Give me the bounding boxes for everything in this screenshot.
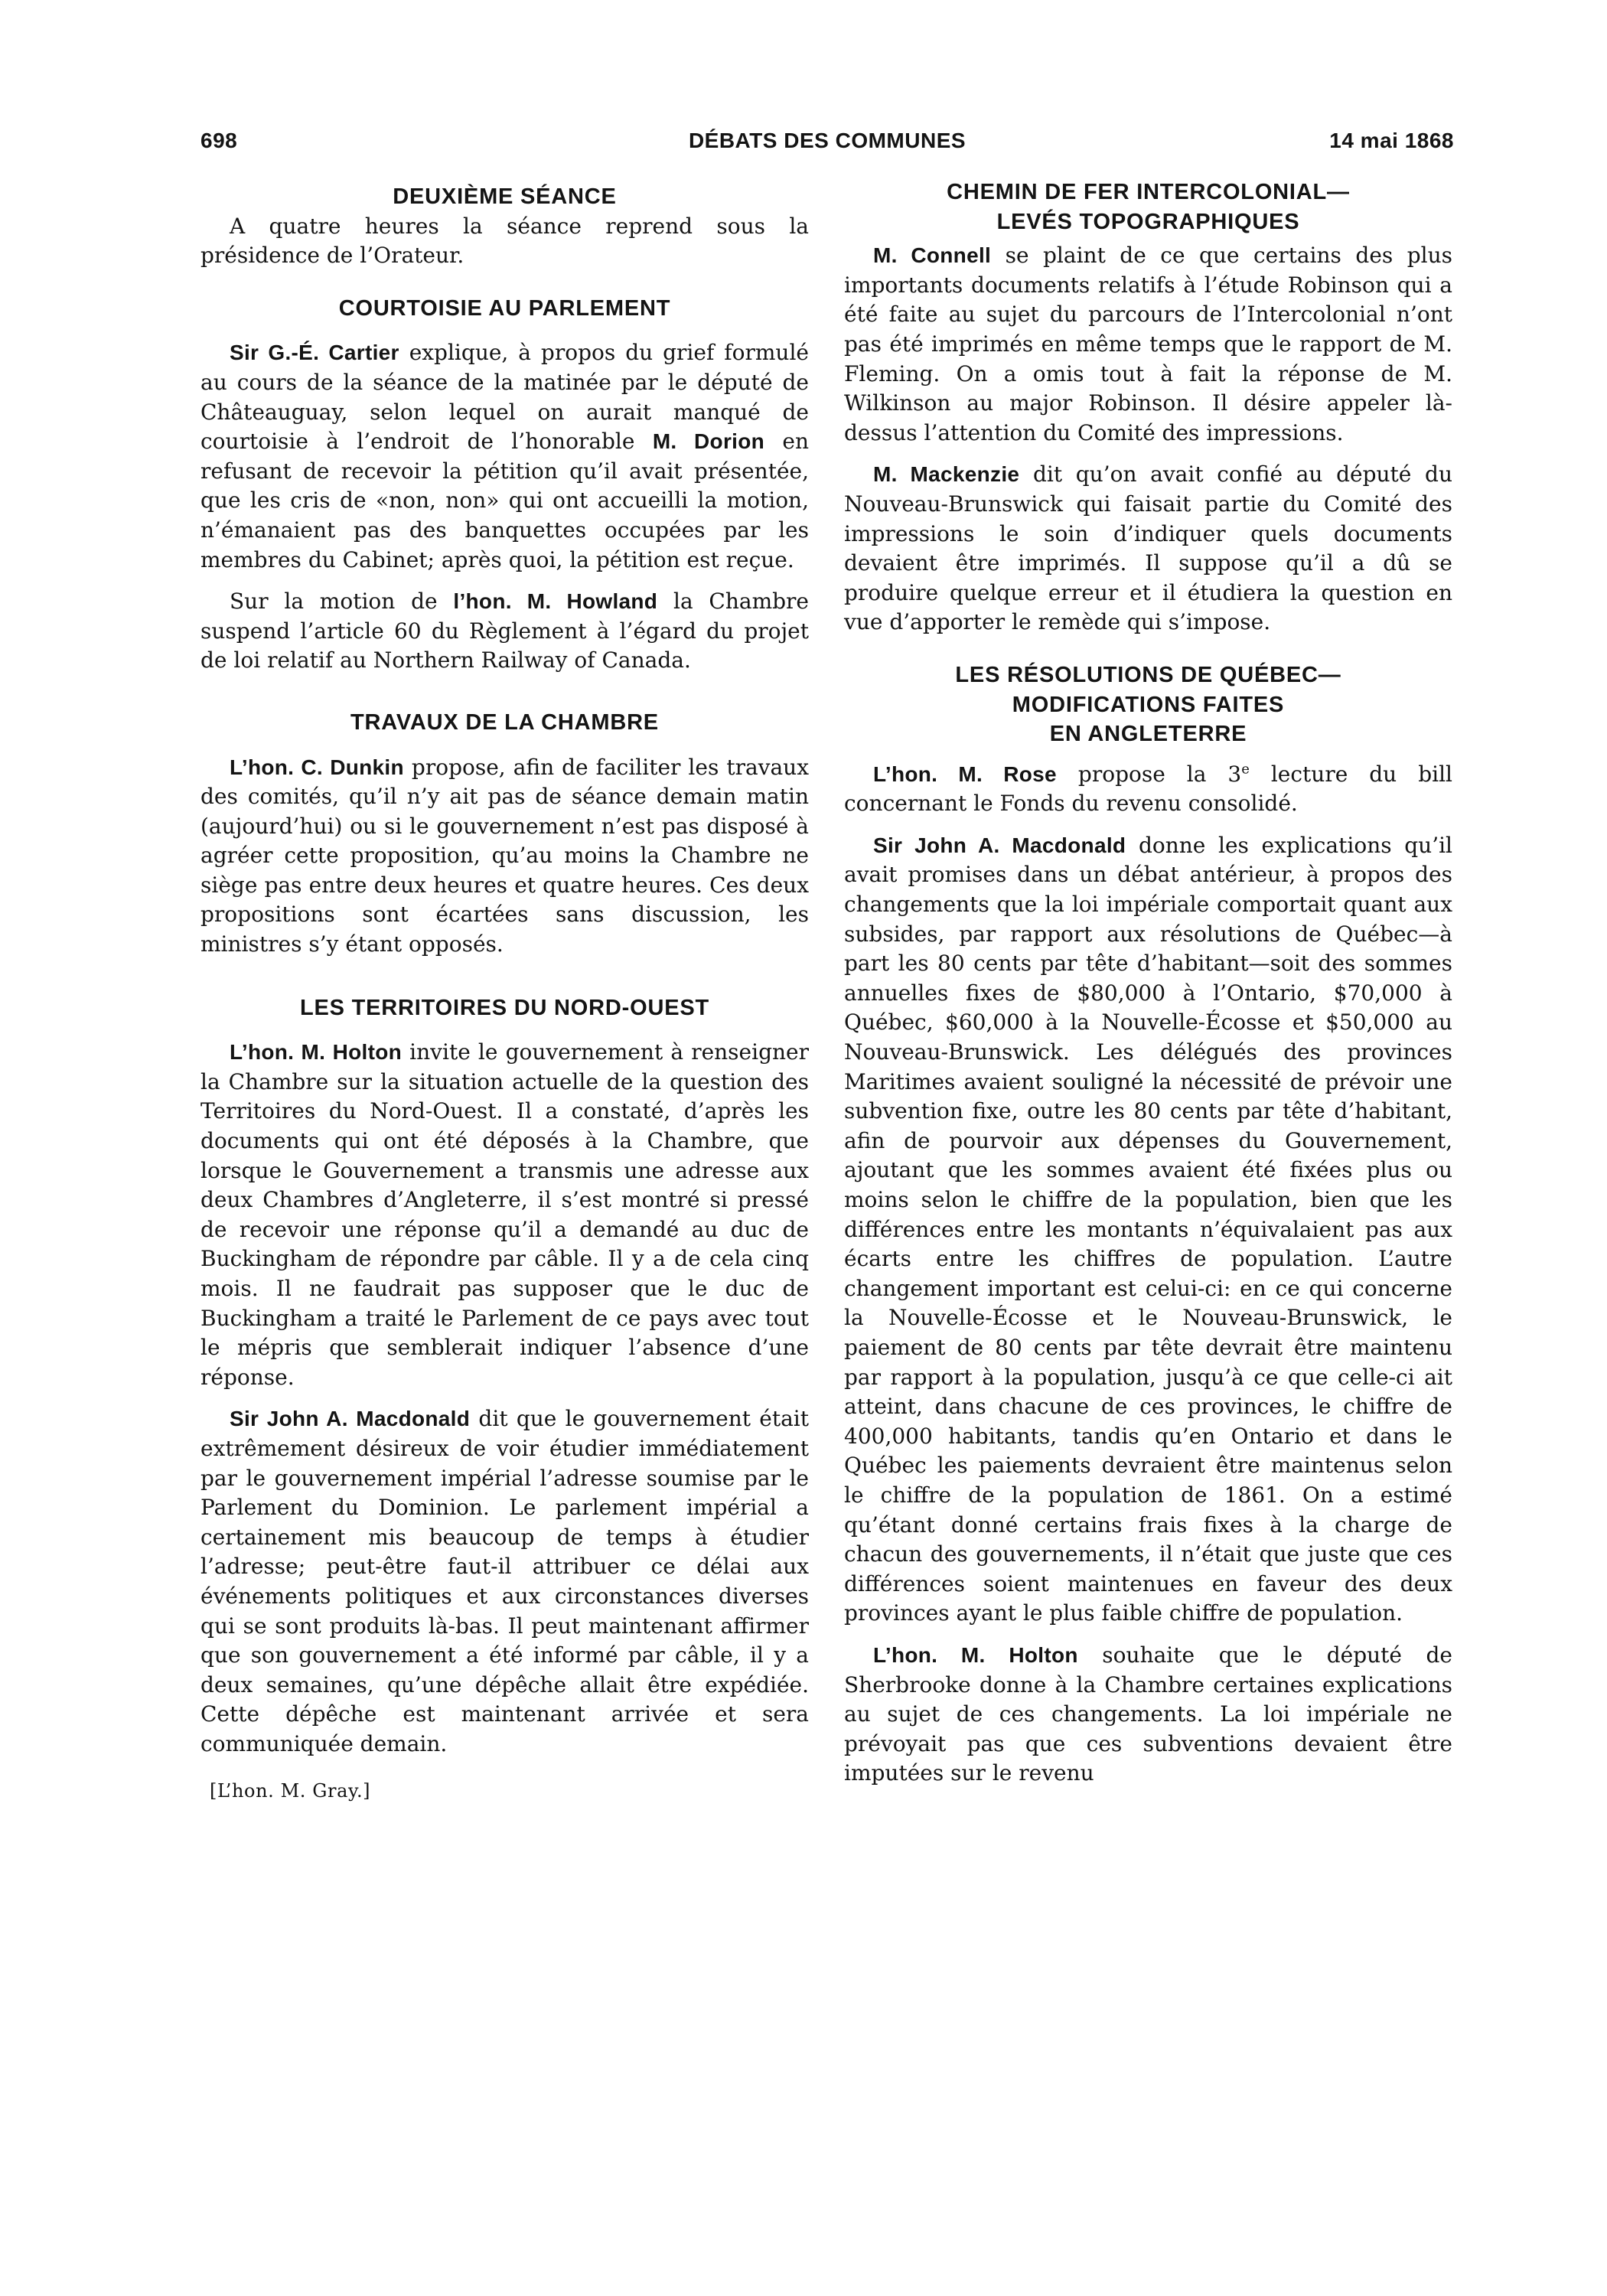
paragraph-text: propose, afin de faciliter les travaux des comités, qu’il n’y ait pas de séance demain matin (aujourd’hui) ou si le gouvernement n’est pas disposé à agréer cette proposition, qu’au moins la Chambre ne siège pas entre deux heures et quatre heures. Ces deux propositions sont écartées sans discussion, les ministres s’y étant opposés. xyxy=(200,754,809,957)
paragraph-howland xyxy=(200,587,809,676)
paragraph-text: souhaite que le député de Sherbrooke donne à la Chambre certaines explications au sujet de ces changements. La loi impériale ne prévoyait pas que ces subventions devaient être imputées sur le revenu xyxy=(844,1642,1452,1786)
heading-courtoisie: COURTOISIE AU PARLEMENT xyxy=(338,295,671,321)
speaker-name: Sir John A. Macdonald xyxy=(230,1407,471,1431)
speaker-name: M. Connell xyxy=(873,243,992,268)
journal-title: DÉBATS DES COMMUNES xyxy=(688,129,966,152)
paragraph-text: donne les explications qu’il avait promises dans un débat antérieur, à propos des changements que la loi impériale comportait quant aux subsides, par rapport aux résolutions de Québec—à part les 80 cents par tête d’habitant—soit des sommes annuelles fixes de $80,000 à l’Ontario, $70,000 à Québec, $60,000 à la Nouvelle-Écosse et $50,000 au Nouveau-Brunswick. Les délégués des provinces Maritimes avaient souligné la nécessité de prévoir une subvention fixe, outre les 80 cents par tête d’habitant, afin de pourvoir aux dépenses du Gouvernement, ajoutant que les sommes avaient été fixées plus ou moins selon le chiffre de la population, bien que les différences entre les montants n’équivalaient pas aux écarts entre les chiffres de population. L’autre changement important est celui-ci: en ce qui concerne la Nouvelle-Écosse et le Nouveau-Brunswick, le paiement de 80 cents par tête devrait être maintenu par rapport à la population, jusqu’à ce que celle-ci ait atteint, dans chacune de ces provinces, le chiffre de 400,000 habitants, tandis qu’en Ontario et dans le Québec les paiements devraient être maintenus selon le chiffre de la population de 1861. On a estimé qu’étant donné certains frais fixes à la charge de chacun des gouvernements, il n’était que juste que ces différences soient maintenues en faveur des deux provinces ayant le plus faible chiffre de population. xyxy=(844,832,1453,1626)
paragraph-text: en refusant de recevoir la pétition qu’il avait présentée, que les cris de «non, non» qui ont accueilli la motion, n’émanaient pas des banquettes occupées par les membres du Cabinet; après quoi, la pétition est reçue. xyxy=(200,429,809,572)
paragraph-text: lecture du bill concernant le Fonds du revenu consolidé. xyxy=(844,761,1452,817)
paragraph-text: la Chambre suspend l’article 60 du Règlement à l’égard du projet de loi relatif au Northern Railway of Canada. xyxy=(200,589,810,673)
paragraph-text: invite le gouvernement à renseigner la Chambre sur la situation actuelle de la question des Territoires du Nord-Ouest. Il a constaté, d’après les documents qui ont été déposés à la Chambre, que lorsque le Gouvernement a transmis une adresse aux deux Chambres d’Angleterre, il s’est montré si pressé de recevoir une réponse qu’il a demandé au duc de Buckingham de répondre par câble. Il y a de cela cinq mois. Il ne faudrait pas supposer que le duc de Buckingham a traité le Parlement de ce pays avec tout le mépris que semblerait indiquer l’absence d’une réponse. xyxy=(200,1039,809,1390)
paragraph-text: se plaint de ce que certains des plus importants documents relatifs à l’étude Robinson qui a été faite au sujet du parcours de l’Intercolonial n’ont pas été imprimés en même temps que le rapport de M. Fleming. On a omis tout à fait la réponse de M. Wilkinson au major Robinson. Il désire appeler là-dessus l’attention du Comité des impressions. xyxy=(844,243,1453,445)
paragraph-text: explique, à propos du grief formulé au cours de la séance de la matinée par le député de Châteauguay, selon lequel on aurait manqué de courtoisie à l’endroit de l’honorable xyxy=(200,340,809,455)
paragraph-holton-sherbrooke xyxy=(844,1641,1452,1789)
running-head xyxy=(200,129,1454,162)
paragraph-text: dit qu’on avait confié au député du Nouveau-Brunswick qui faisait partie du Comité des impressions le soin d’indiquer quels documents devaient être imprimés. Il suppose qu’il a dû se produire quelque erreur et il étudiera la question en vue d’apporter le remède qui s’impose. xyxy=(844,461,1452,635)
paragraph-rose xyxy=(844,760,1452,819)
heading-territoires: LES TERRITOIRES DU NORD-OUEST xyxy=(299,995,710,1020)
speaker-name: L’hon. M. Holton xyxy=(873,1642,1078,1667)
speaker-name: M. Dorion xyxy=(652,429,765,454)
paragraph-text: Sur la motion de xyxy=(230,589,454,615)
page-number: 698 xyxy=(200,129,238,152)
speaker-name: Sir G.-É. Cartier xyxy=(230,341,399,365)
paragraph-text: dit que le gouvernement était extrêmement désireux de voir étudier immédiatement par le gouvernement impérial l’adresse soumise par le Parlement du Dominion. Le parlement impérial a certainement mis beaucoup de temps à étudier l’adresse; peut-être faut-il attribuer ce délai aux événements politiques et aux circonstances diverses qui se sont produits là-bas. Il peut maintenant affirmer que son gouvernement a été informé par câble, il y a deux semaines, qu’une dépêche allait être expédiée. Cette dépêche est maintenant arrivée et sera communiquée demain. xyxy=(200,1406,809,1756)
right-column xyxy=(844,178,1452,1789)
heading-travaux: TRAVAUX DE LA CHAMBRE xyxy=(350,709,659,735)
left-column xyxy=(200,182,809,1805)
heading-deuxieme-seance: DEUXIÈME SÉANCE xyxy=(393,184,617,209)
superscript: e xyxy=(1241,761,1250,778)
heading-line: EN ANGLETERRE xyxy=(1049,722,1247,747)
paragraph-text: propose la 3 xyxy=(1056,761,1242,787)
paragraph-opening: A quatre heures la séance reprend sous la présidence de l’Orateur. xyxy=(200,213,809,269)
paragraph-dunkin xyxy=(200,753,809,960)
paragraph-macdonald-explications xyxy=(844,831,1452,1629)
heading-resolutions-quebec xyxy=(844,660,1452,749)
speaker-name: M. Mackenzie xyxy=(873,462,1020,487)
sitting-date: 14 mai 1868 xyxy=(1329,129,1454,152)
speaker-name: l’hon. M. Howland xyxy=(453,589,658,614)
heading-intercolonial xyxy=(844,178,1452,236)
speaker-name: L’hon. M. Rose xyxy=(873,762,1057,786)
heading-line: LES RÉSOLUTIONS DE QUÉBEC— xyxy=(955,662,1341,687)
paragraph-macdonald xyxy=(200,1404,809,1759)
heading-line: CHEMIN DE FER INTERCOLONIAL— xyxy=(947,180,1350,204)
speaker-name: Sir John A. Macdonald xyxy=(873,833,1126,857)
speaker-name: L’hon. C. Dunkin xyxy=(230,755,404,779)
paragraph-cartier xyxy=(200,338,809,575)
heading-line: MODIFICATIONS FAITES xyxy=(1012,692,1285,717)
speaker-name: L’hon. M. Holton xyxy=(230,1040,403,1065)
heading-line: LEVÉS TOPOGRAPHIQUES xyxy=(996,209,1300,234)
paragraph-mackenzie xyxy=(844,460,1452,638)
paragraph-connell xyxy=(844,241,1452,448)
speaker-footer-note: [L’hon. M. Gray.] xyxy=(210,1779,371,1802)
paragraph-holton xyxy=(200,1038,809,1392)
